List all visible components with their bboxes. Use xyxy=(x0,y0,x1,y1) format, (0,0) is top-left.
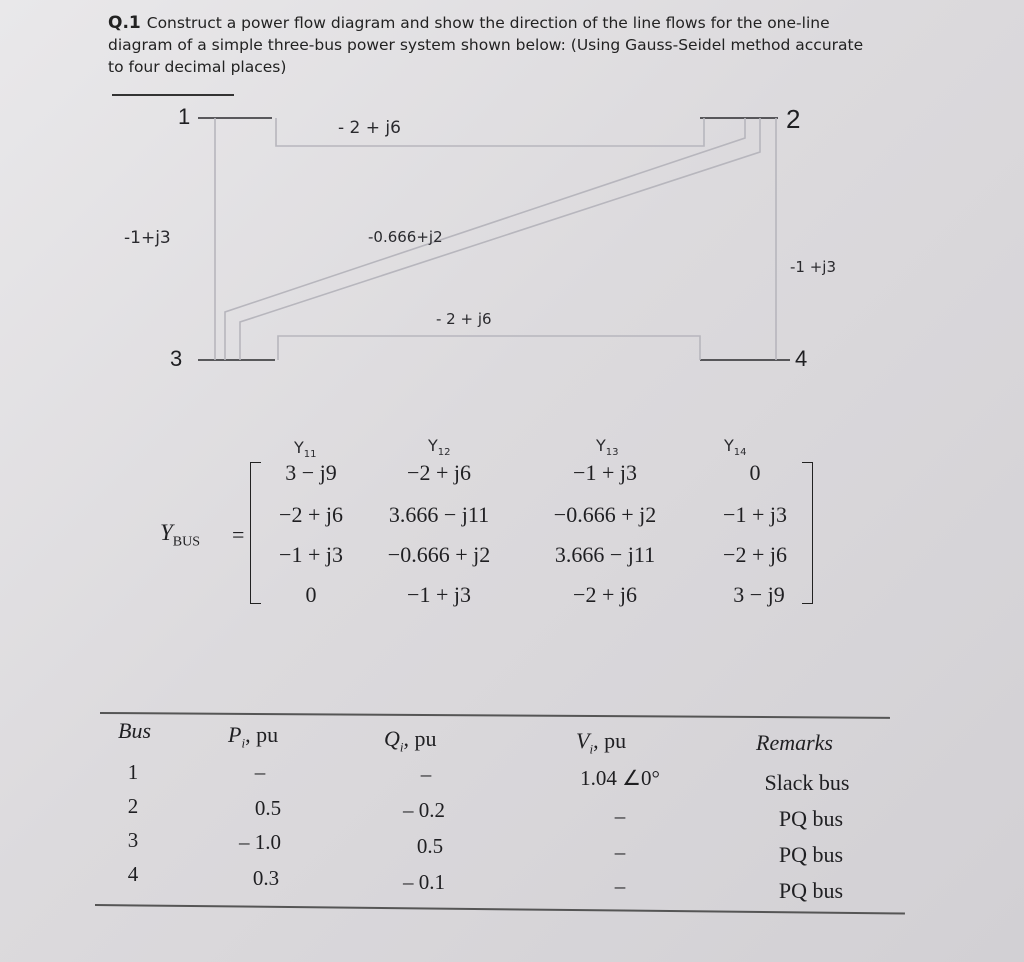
cell-remarks: PQ bus xyxy=(778,806,844,831)
ybus-cell: −2 + j6 xyxy=(279,502,343,527)
col-label-y12: $Y_{12}$ xyxy=(428,436,451,459)
ybus-cell: 3.666 − j11 xyxy=(554,542,656,567)
cell-bus: 3 xyxy=(127,828,139,852)
cell-remarks: PQ bus xyxy=(778,842,844,867)
impedance-line-3-4: - 2 + j6 xyxy=(436,310,492,328)
cell-remarks: Slack bus xyxy=(764,770,850,795)
ybus-cell: −2 + j6 xyxy=(573,582,637,607)
col-label-y13: $Y_{13}$ xyxy=(596,436,619,459)
header-p: $P_i$, pu xyxy=(228,722,279,751)
ybus-cell: −1 + j3 xyxy=(573,460,637,485)
impedance-line-1-2: - 2 + j6 xyxy=(338,118,401,138)
bus-number-1: 1 xyxy=(178,104,191,129)
cell-v: – xyxy=(614,874,626,898)
ybus-cell: −0.666 + j2 xyxy=(387,542,491,567)
bus-number-4: 4 xyxy=(795,346,808,371)
cell-p: 0.3 xyxy=(252,866,280,890)
cell-v: 1.04 ∠0° xyxy=(580,766,660,790)
ybus-cell: 0 xyxy=(305,582,317,607)
question-line-2: diagram of a simple three-bus power system shown below: (Using Gauss-Seidel method accurate xyxy=(108,36,864,54)
col-label-y14: $Y_{14}$ xyxy=(724,436,747,459)
ybus-cell: −1 + j3 xyxy=(279,542,343,567)
cell-bus: 4 xyxy=(127,862,139,886)
impedance-line-2-3: -0.666+j2 xyxy=(368,228,443,246)
cell-p: 0.5 xyxy=(254,796,282,820)
table-bottom-rule xyxy=(95,904,905,914)
impedance-line-1-3: -1+j3 xyxy=(124,228,171,248)
cell-q: – 0.1 xyxy=(403,870,445,894)
cell-q: – xyxy=(420,762,432,786)
ybus-cell: 0 xyxy=(749,460,761,485)
cell-v: – xyxy=(614,840,626,864)
question-line-1: Construct a power flow diagram and show the direction of the line flows for the one-line xyxy=(146,14,830,32)
question-number: Q.1 xyxy=(108,13,141,33)
header-q: $Q_i$, pu xyxy=(384,726,437,755)
ybus-equals: = xyxy=(232,522,245,547)
ybus-cell: 3.666 − j11 xyxy=(388,502,490,527)
impedance-line-2-4: -1 +j3 xyxy=(790,258,837,276)
cell-p: – xyxy=(254,760,266,784)
line-2-3 xyxy=(240,118,760,360)
header-v: $V_i$, pu xyxy=(576,728,627,757)
cell-v: – xyxy=(614,804,626,828)
cell-bus: 1 xyxy=(127,760,139,784)
header-bus: Bus xyxy=(118,718,151,743)
col-label-y11: $Y_{11}$ xyxy=(294,438,317,461)
ybus-cell: −2 + j6 xyxy=(723,542,787,567)
header-remarks: Remarks xyxy=(756,730,833,755)
one-line-diagram xyxy=(0,0,1024,400)
line-3-4 xyxy=(278,336,700,360)
bus-number-2: 2 xyxy=(786,104,801,134)
ybus-cell: −1 + j3 xyxy=(723,502,787,527)
table-top-rule xyxy=(100,712,890,718)
ybus-label: $Y_{BUS}$ xyxy=(160,520,201,550)
cell-q: – 0.2 xyxy=(403,798,445,822)
cell-p: – 1.0 xyxy=(239,830,281,854)
ybus-cell: 3 − j9 xyxy=(285,460,337,485)
diagram-lines xyxy=(0,0,1024,400)
cell-remarks: PQ bus xyxy=(778,878,844,903)
question-line-3: to four decimal places) xyxy=(108,58,287,76)
ybus-cell: 3 − j9 xyxy=(733,582,785,607)
cell-q: 0.5 xyxy=(416,834,444,858)
ybus-cell: −2 + j6 xyxy=(407,460,471,485)
cell-bus: 2 xyxy=(127,794,139,818)
ybus-cell: −0.666 + j2 xyxy=(553,502,657,527)
ybus-cell: −1 + j3 xyxy=(407,582,471,607)
bus-number-3: 3 xyxy=(170,346,183,371)
